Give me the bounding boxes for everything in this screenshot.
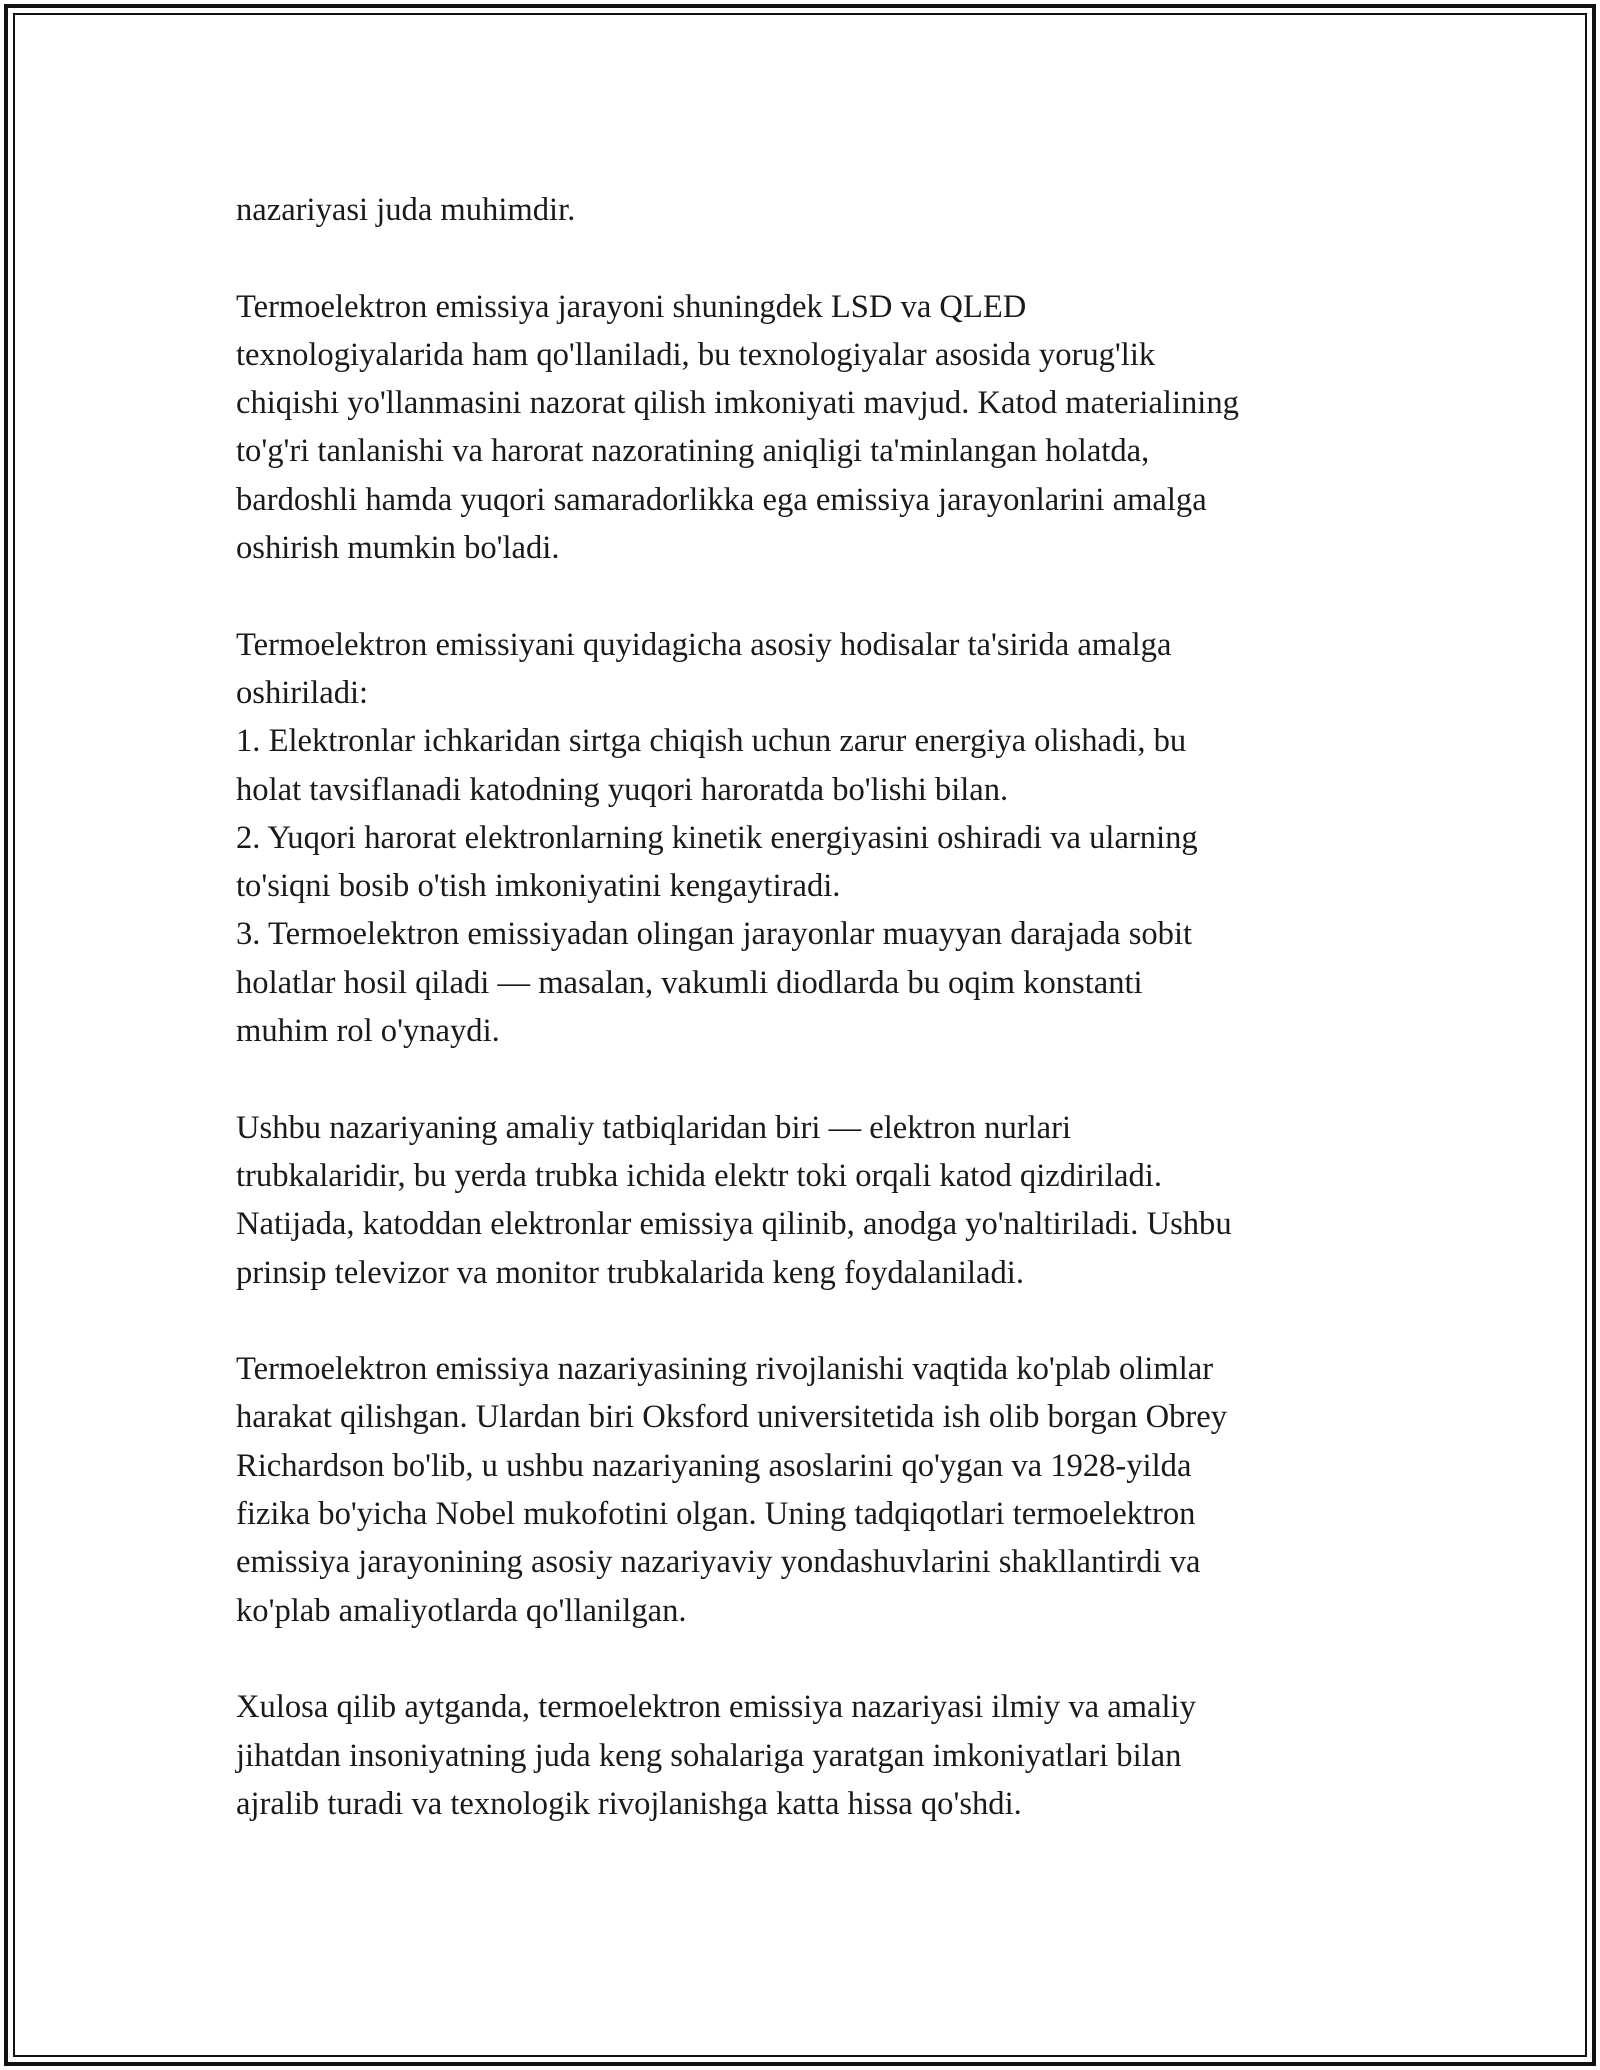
paragraph-2: Termoelektron emissiya jarayoni shuningdek LSD va QLED texnologiyalarida ham qo'llaniladi, bu texnologiyalar asosida yorug'lik chiqishi yo'llanmasini nazorat qilish imkoniyati mavjud. Katod materialining to'g'ri tanlanishi va harorat nazoratining aniqligi ta'minlangan holatda, bardoshli hamda yuqori samaradorlikka ega emissiya jarayonlarini amalga oshirish mumkin bo'ladi. [236, 288, 1239, 567]
paragraph-4: Ushbu nazariyaning amaliy tatbiqlaridan biri — elektron nurlari trubkalaridir, bu yerda trubka ichida elektr toki orqali katod qizdiriladi. Natijada, katoddan elektronlar emissiya qilinib, anodga yo'naltiriladi. Ushbu prinsip televizor va monitor trubkalarida keng foydalaniladi. [236, 1109, 1232, 1291]
paragraph-5: Termoelektron emissiya nazariyasining rivojlanishi vaqtida ko'plab olimlar harakat qilishgan. Ulardan biri Oksford universitetida ish olib borgan Obrey Richardson bo'lib, u ushbu nazariyaning asoslarini qo'ygan va 1928-yilda fizika bo'yicha Nobel mukofotini olgan. Uning tadqiqotlari termoelektron emissiya jarayonining asosiy nazariyaviy yondashuvlarini shakllantirdi va ko'plab amaliyotlarda qo'llanilgan. [236, 1351, 1227, 1629]
paragraph-6: Xulosa qilib aytganda, termoelektron emissiya nazariyasi ilmiy va amaliy jihatdan insoniyatning juda keng sohalariga yaratgan imkoniyatlari bilan ajralib turadi va texnologik rivojlanishga katta hissa qo'shdi. [236, 1689, 1196, 1822]
paragraph-1: nazariyasi juda muhimdir. [236, 192, 576, 228]
paragraph-3: Termoelektron emissiyani quyidagicha asosiy hodisalar ta'sirida amalga oshiriladi: 1. Elektronlar ichkaridan sirtga chiqish uchun zarur energiya olishadi, bu holat tavsiflanadi katodning yuqori haroratda bo'lishi bilan. 2. Yuqori harorat elektronlarning kinetik energiyasini oshiradi va ularning to'siqni bosib o'tish imkoniyatini kengaytiradi. 3. Termoelektron emissiyadan olingan jarayonlar muayyan darajada sobit holatlar hosil qiladi — masalan, vakumli diodlarda bu oqim konstanti muhim rol o'ynaydi. [236, 626, 1198, 1050]
document-body [236, 186, 1386, 1828]
